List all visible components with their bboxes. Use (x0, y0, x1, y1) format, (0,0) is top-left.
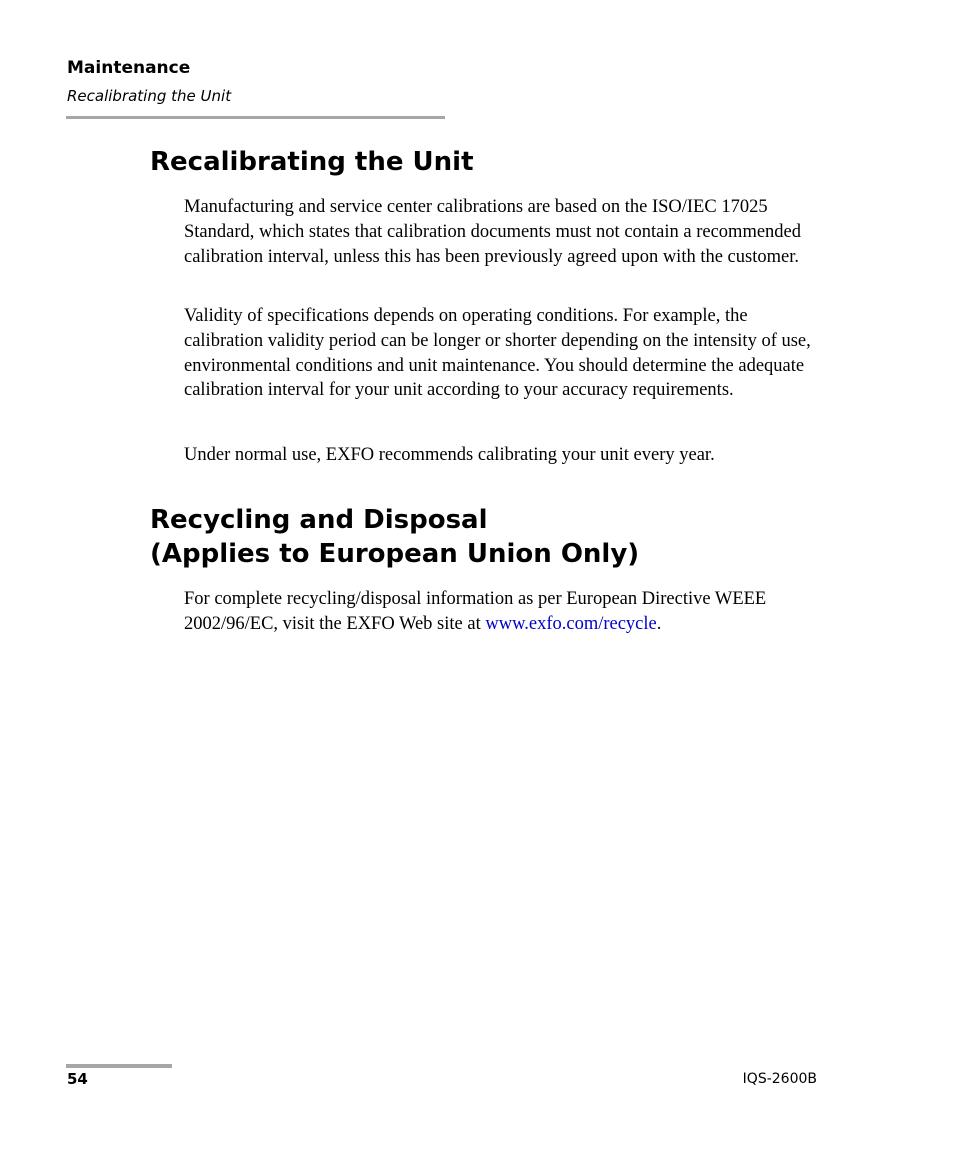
paragraph-validity (184, 304, 824, 403)
product-model: IQS-2600B (742, 1071, 817, 1087)
paragraph-text: Under normal use, EXFO recommends calibrating your unit every year. (184, 445, 715, 465)
paragraph-text: Manufacturing and service center calibrations are based on the ISO/IEC 17025 Standard, which states that calibration documents must not contain a recommended calibration interval, unless this has been previously agreed upon with the customer. (184, 197, 802, 267)
heading-recycling-line2: (Applies to European Union Only) (150, 539, 640, 569)
heading-recalibrating: Recalibrating the Unit (150, 147, 474, 177)
paragraph-calibration-standard (184, 195, 824, 269)
header-section-title: Maintenance (67, 58, 191, 78)
paragraph-text (184, 587, 824, 637)
paragraph-recycling (184, 587, 824, 637)
footer-divider (66, 1064, 172, 1068)
recycling-text-end: . (656, 613, 662, 634)
heading-recycling-line1: Recycling and Disposal (150, 505, 488, 535)
header-divider (66, 116, 445, 119)
recycling-text: For complete recycling/disposal information as per European Directive WEEE 2002/96/EC, visit the EXFO Web site at (184, 589, 767, 634)
recycle-link[interactable]: www.exfo.com/recycle (485, 613, 657, 634)
paragraph-text: Validity of specifications depends on operating conditions. For example, the calibration validity period can be longer or shorter depending on the intensity of use, environmental conditions and unit maintenance. You should determine the adequate calibration interval for your unit according to your accuracy requirements. (184, 306, 811, 401)
page-number: 54 (67, 1070, 88, 1088)
header-subsection-title: Recalibrating the Unit (67, 87, 232, 105)
paragraph-recommendation (184, 443, 824, 468)
heading-recycling (150, 503, 639, 571)
